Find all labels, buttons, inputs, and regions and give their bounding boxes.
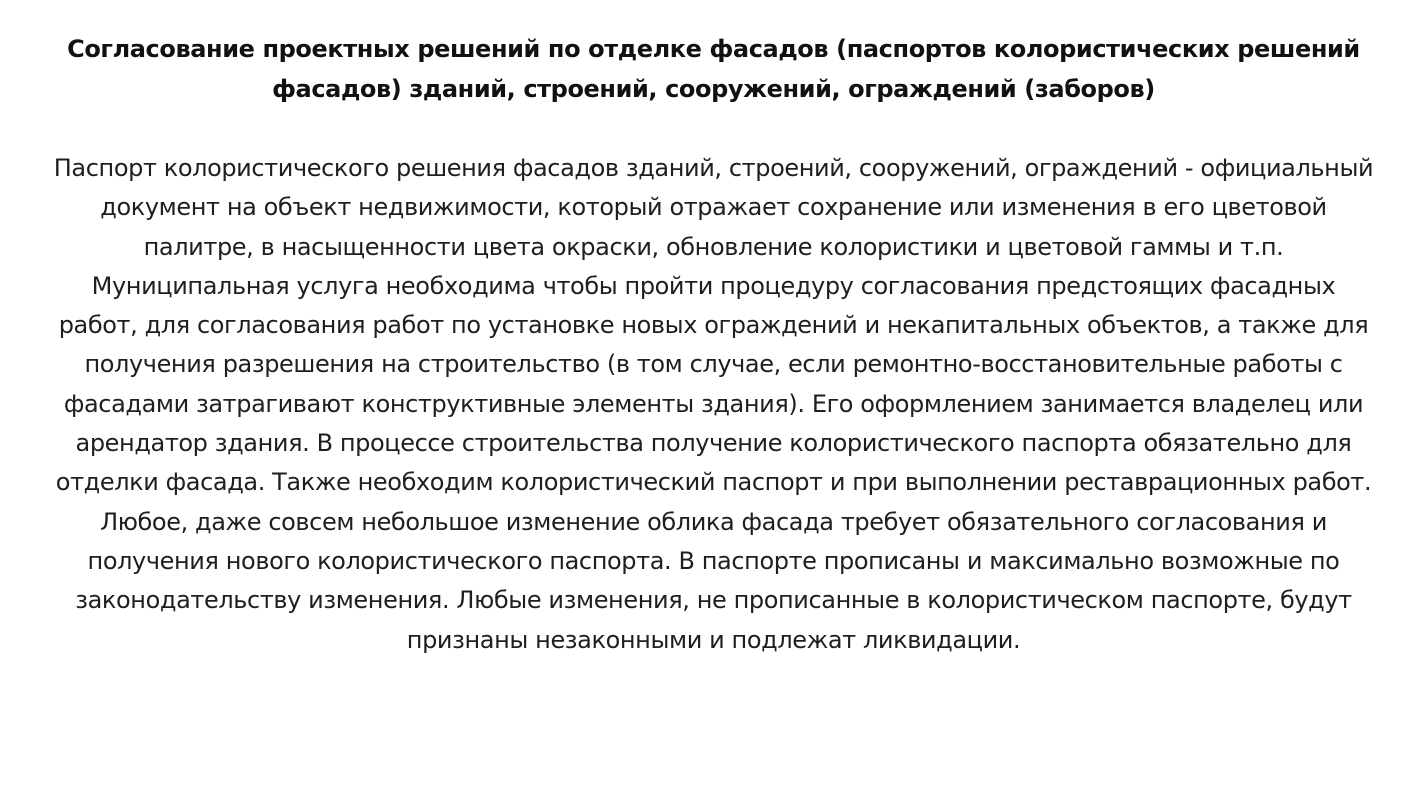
page-title: Согласование проектных решений по отделке фасадов (паспортов колористических решений фасадов) зданий, строений, сооружений, ограждений (заборов) — [67, 35, 1360, 103]
article-body: Паспорт колористического решения фасадов зданий, строений, сооружений, ограждений - официальный документ на объект недвижимости, который отражает сохранение или изменения в его цветовой палитре, в насыщенности цвета окраски, обновление колористики и цветовой гаммы и т.п. Муниципальная услуга необходима чтобы пройти процедуру согласования предстоящих фасадных работ, для согласования работ по установке новых ограждений и некапитальных объектов, а также для получения разрешения на строительство (в том случае, если ремонтно-восстановительные работы с фасадами затрагивают конструктивные элементы здания). Его оформлением занимается владелец или арендатор здания. В процессе строительства получение колористического паспорта обязательно для отделки фасада. Также необходим колористический паспорт и при выполнении реставрационных работ. Любое, даже совсем небольшое изменение облика фасада требует обязательного согласования и получения нового колористического паспорта. В паспорте прописаны и максимально возможные по законодательству изменения. Любые изменения, не прописанные в колористическом паспорте, будут признаны незаконными и подлежат ликвидации. — [53, 154, 1374, 654]
